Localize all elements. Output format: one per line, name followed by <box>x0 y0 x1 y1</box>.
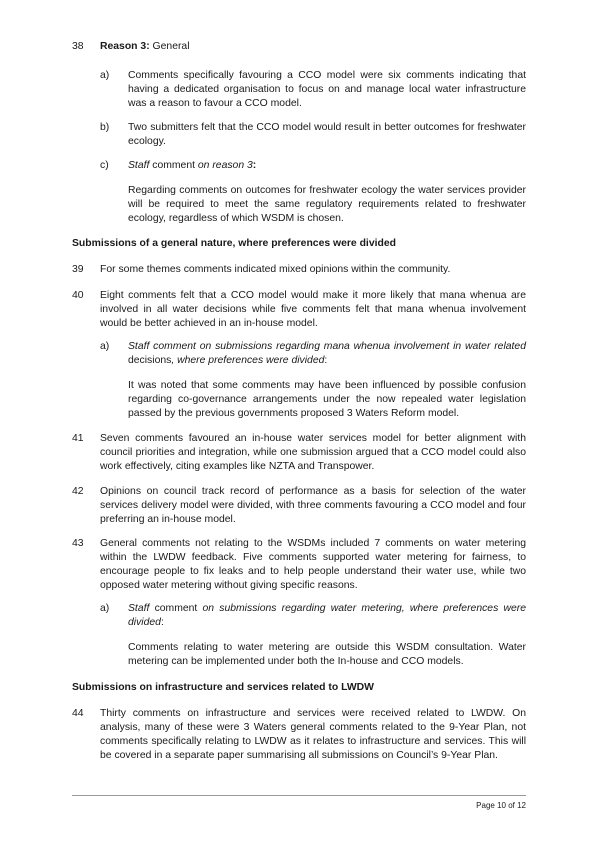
paragraph-44 <box>72 707 526 763</box>
subparagraph-38a <box>100 69 526 111</box>
comment-word: comment <box>149 160 198 171</box>
staff-comment-italic: Staff comment on submissions regarding mana whenua involvement in water related <box>128 341 526 352</box>
section-heading: Submissions of a general nature, where preferences were divided <box>72 238 396 249</box>
paragraph-number: 42 <box>72 486 84 497</box>
paragraph-number: 38 <box>72 41 84 52</box>
reason-title: Reason 3: <box>100 41 150 52</box>
subparagraph-38b <box>100 121 526 149</box>
paragraph-38 <box>72 40 526 54</box>
subparagraph-label: c) <box>100 160 109 171</box>
paragraph-text: Opinions on council track record of performance as a basis for selection of the water services delivery model were divided, with three comments favouring a CCO model and four preferring an in-house model. <box>100 486 526 525</box>
subparagraph-text: Two submitters felt that the CCO model would result in better outcomes for freshwater ecology. <box>128 122 526 147</box>
page-number: Page 10 of 12 <box>476 801 526 810</box>
paragraph-43 <box>72 537 526 593</box>
reason-title-rest: General <box>149 41 190 52</box>
paragraph-42 <box>72 485 526 527</box>
comment-word: comment <box>149 603 203 614</box>
section-heading: Submissions on infrastructure and services related to LWDW <box>72 682 374 693</box>
subparagraph-43a <box>100 602 526 630</box>
paragraph-text: Seven comments favoured an in-house water services model for better alignment with council priorities and integration, while one submission argued that a CCO model could also work effectively, citing examples like NZTA and Transpower. <box>100 433 526 472</box>
paragraph-number: 39 <box>72 264 84 275</box>
paragraph-41 <box>72 432 526 474</box>
decisions-word: decisions <box>128 355 172 366</box>
colon: : <box>160 617 164 628</box>
paragraph-number: 43 <box>72 538 84 549</box>
paragraph-text: Thirty comments on infrastructure and services were received related to LWDW. On analysis, many of these were 3 Waters general comments related to the 9-Year Plan, not comments specifically relating to LWDW as it relates to infrastructure and services. This will be covered in a separate paper summarising all submissions on Council’s 9-Year Plan. <box>100 708 526 761</box>
paragraph-text: Eight comments felt that a CCO model would make it more likely that mana whenua are involved in all water decisions while five comments felt that mana whenua involvement would be better achieved in an in-house model. <box>100 290 526 329</box>
staff-label: Staff <box>128 160 150 171</box>
water-metering-label: on submissions regarding water metering, where preferences were divided <box>128 603 526 628</box>
footer-divider <box>72 795 526 796</box>
colon: : <box>252 160 257 171</box>
subparagraph-label: a) <box>100 70 110 81</box>
subparagraph-38c <box>100 159 526 173</box>
paragraph-40 <box>72 289 526 331</box>
paragraph-39 <box>72 263 526 277</box>
staff-comment-text: Comments relating to water metering are outside this WSDM consultation. Water metering can be implemented under both the In-house and CCO models. <box>128 642 526 667</box>
paragraph-text: For some themes comments indicated mixed opinions within the community. <box>100 264 451 275</box>
subparagraph-40a <box>100 340 526 368</box>
staff-comment-text: Regarding comments on outcomes for freshwater ecology the water services provider will be required to meet the same regulatory requirements related to freshwater ecology, regardless of which WSDM is chosen. <box>128 185 526 224</box>
subparagraph-text: Comments specifically favouring a CCO model were six comments indicating that having a dedicated organisation to focus on and manage local water infrastructure was a reason to favour a CCO model. <box>128 70 526 109</box>
staff-comment-text: It was noted that some comments may have been influenced by possible confusion regarding co-governance arrangements under the now repealed water legislation passed by the previous governments proposed 3 Waters Reform model. <box>128 380 526 419</box>
paragraph-number: 44 <box>72 708 84 719</box>
staff-label: Staff <box>128 603 150 614</box>
subparagraph-label: a) <box>100 603 110 614</box>
on-reason-label: on reason 3 <box>197 160 253 171</box>
preferences-divided-label: , where preferences were divided <box>171 355 325 366</box>
subparagraph-label: a) <box>100 341 110 352</box>
paragraph-text: General comments not relating to the WSDMs included 7 comments on water metering within the LWDW feedback. Five comments supported water metering for fairness, to encourage people to fix leaks and to help people understand their water use, while two opposed water metering without giving specific reasons. <box>100 538 526 591</box>
paragraph-number: 40 <box>72 290 84 301</box>
subparagraph-label: b) <box>100 122 110 133</box>
paragraph-number: 41 <box>72 433 84 444</box>
colon: : <box>324 355 328 366</box>
